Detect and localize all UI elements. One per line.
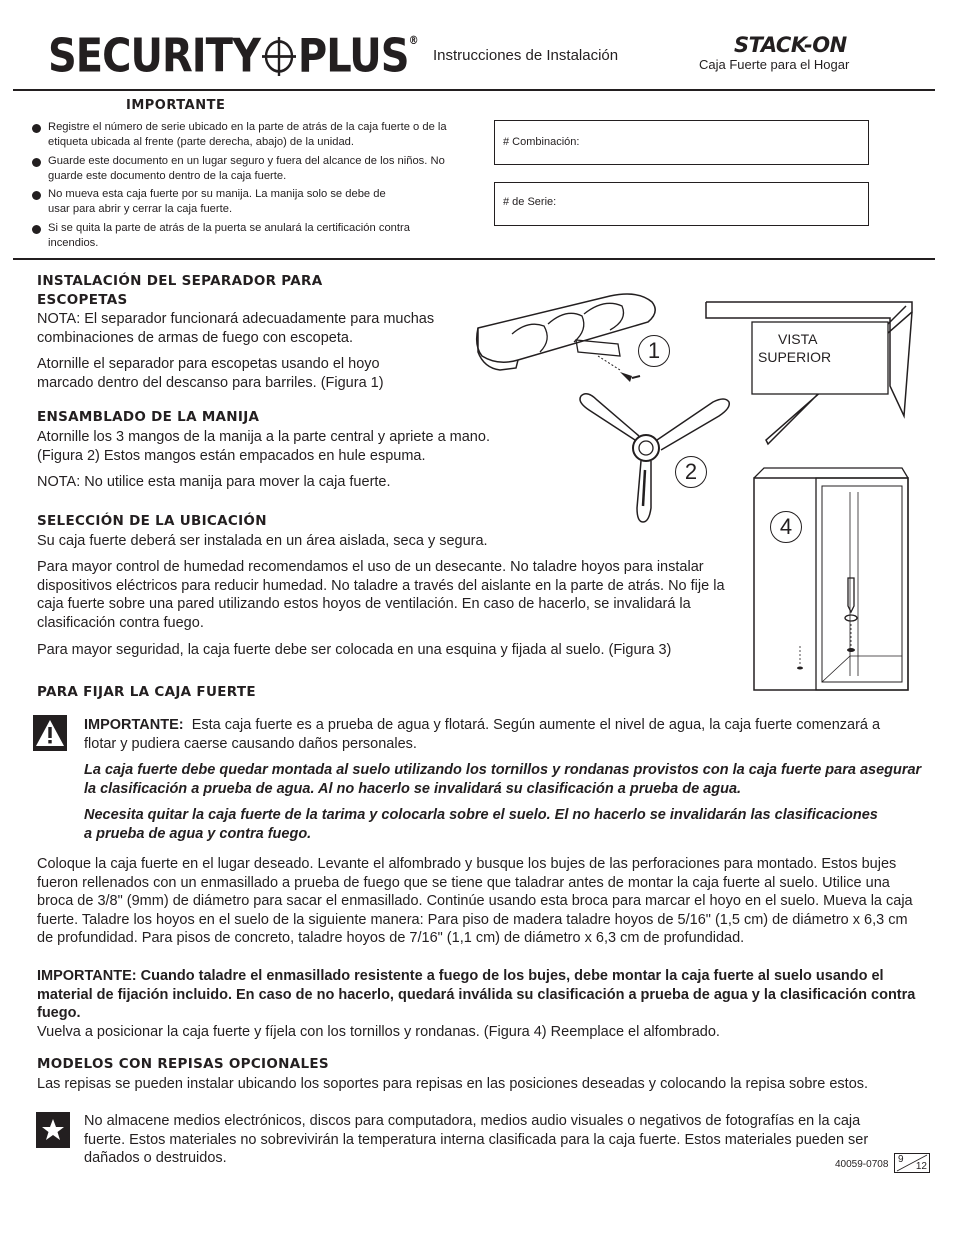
location-p2: Para mayor control de humedad recomendamos el uso de un desecante. No taladre hoyos para instalar dispositivos eléctricos para reducir humedad. No taladre a través del aislante en la parte de atrás. No fije la caja fuerte sobre una pared utilizando estos hoyos de ventilación. En caso de hacerlo, se invalidará la clasificación contra fuego. — [37, 559, 725, 631]
brand-name-2: PLUS — [297, 30, 409, 83]
location-p3: Para mayor seguridad, la caja fuerte debe ser colocada en una esquina y fijada al suelo. (Figura 3) — [37, 642, 672, 658]
serial-field[interactable] — [494, 182, 869, 226]
header-divider — [13, 89, 935, 91]
fix-safe-heading: PARA FIJAR LA CAJA FUERTE — [37, 684, 256, 700]
shelves-heading: MODELOS CON REPISAS OPCIONALES — [37, 1056, 329, 1072]
important-item-text: Registre el número de serie ubicado en la parte de atrás de la caja fuerte o de la etiqueta ubicada al frente (parte derecha, abajo) de la unidad. — [48, 121, 447, 148]
handle-note: NOTA: No utilice esta manija para mover la caja fuerte. — [37, 474, 391, 490]
document-code: 40059-0708 — [835, 1159, 889, 1170]
important-item — [32, 120, 480, 150]
important-item — [32, 187, 388, 217]
fix-pallet-warning: Necesita quitar la caja fuerte de la tarima y colocarla sobre el suelo. El no hacerlo se invalidarán las clasificaciones a prueba de agua y contra fuego. — [84, 807, 878, 842]
figure-1-label: 1 — [638, 335, 670, 367]
media-note: No almacene medios electrónicos, discos para computadora, medios audio visuales o negativos de fotografías en la caja fuerte. Estos materiales no sobrevivirán la temperatura interna clasificada para la caja fuerte. Estos materiales pueden ser dañados o destruidos. — [84, 1113, 869, 1167]
fix-important-bold: IMPORTANTE: Cuando taladre el enmasillado resistente a fuego de los bujes, debe montar la caja fuerte al suelo usando el material de fijación incluido. En caso de no hacerlo, quedará inválida su clasificación a prueba de agua y la clasificación contra fuego. — [37, 968, 916, 1022]
page-total: 12 — [915, 1161, 927, 1172]
safe-floor-mount-figure — [752, 466, 912, 692]
important-item — [32, 154, 468, 184]
document-subtitle: Caja Fuerte para el Hogar — [699, 57, 850, 72]
brand-name: SECURITY — [48, 30, 260, 83]
fix-reposition: Vuelva a posicionar la caja fuerte y fíjela con los tornillos y rondanas. (Figura 4) Reemplace el alfombrado. — [37, 1024, 720, 1040]
location-p1: Su caja fuerte deberá ser instalada en un área aislada, seca y segura. — [37, 533, 488, 549]
crosshair-icon — [262, 37, 296, 76]
shelves-instructions: Las repisas se pueden instalar ubicando los soportes para repisas en las posiciones deseadas y colocando la repisa sobre estos. — [37, 1076, 869, 1092]
fix-instructions: Coloque la caja fuerte en el lugar deseado. Levante el alfombrado y busque los bujes de las perforaciones para montado. Estos bujes fueron rellenados con un enmasillado a prueba de fuego que se tiene que taladrar antes de montar la caja fuerte al suelo. Utilice una broca de 3/8" (9mm) de diámetro para sacar el enmasillado. Continúe usando esta broca para marcar el hoyo en el suelo. Mueva la caja fuerte. Taladre los hoyos en el suelo de la siguiente manera: Para piso de madera taladre hoyos de 5/16" (1,5 cm) de diámetro x 6,3 cm de profundidad. Para pisos de concreto, taladre hoyos de 7/16" (1,1 cm) de diámetro x 6,3 cm de profundidad. — [37, 856, 913, 947]
shotgun-instructions: Atornille el separador para escopetas usando el hoyo marcado dentro del descanso para barriles. (Figura 1) — [37, 356, 384, 391]
location-heading: SELECCIÓN DE LA UBICACIÓN — [37, 513, 267, 529]
serial-label: # de Serie: — [503, 196, 557, 208]
fix-important-text: Esta caja fuerte es a prueba de agua y flotará. Según aumente el nivel de agua, la caja fuerte comenzará a flotar y pudiera caerse causando daños personales. — [84, 717, 881, 752]
top-view-label-1: VISTA — [778, 331, 818, 347]
important-item-text: Guarde este documento en un lugar seguro y fuera del alcance de los niños. No guarde este documento dentro de la caja fuerte. — [48, 155, 445, 182]
shotgun-separator-figure — [470, 290, 670, 390]
combination-label: # Combinación: — [503, 136, 580, 148]
fix-mount-warning: La caja fuerte debe quedar montada al suelo utilizando los tornillos y rondanas provistos con la caja fuerte para asegurar la clasificación a prueba de agua. Al no hacerlo se invalidará su clasificación a prueba de agua. — [84, 762, 922, 797]
warning-icon — [33, 715, 67, 751]
handle-instructions: Atornille los 3 mangos de la manija a la parte central y apriete a mano. (Figura 2) Estos mangos están empacados en hule espuma. — [37, 429, 490, 464]
fix-important — [84, 716, 904, 753]
important-item — [32, 221, 428, 251]
document-title: Instrucciones de Instalación — [433, 47, 619, 64]
registered-mark: ® — [408, 34, 418, 48]
star-icon — [36, 1112, 70, 1148]
important-item-text: No mueva esta caja fuerte por su manija. La manija solo se debe de usar para abrir y cerrar la caja fuerte. — [48, 188, 386, 215]
security-plus-logo — [48, 30, 418, 83]
shotgun-note: NOTA: El separador funcionará adecuadamente para muchas combinaciones de armas de fuego con escopeta. — [37, 311, 435, 346]
top-view-figure — [700, 296, 920, 446]
top-view-label-2: SUPERIOR — [758, 349, 832, 365]
page-indicator — [894, 1153, 930, 1173]
handle-heading: ENSAMBLADO DE LA MANIJA — [37, 409, 260, 425]
page-number: 9 — [898, 1154, 904, 1165]
fix-important-label: IMPORTANTE: — [84, 717, 184, 733]
section-divider — [13, 258, 935, 260]
important-item-text: Si se quita la parte de atrás de la puerta se anulará la certificación contra incendios. — [48, 222, 410, 249]
important-heading: IMPORTANTE — [126, 98, 226, 113]
shotgun-heading: INSTALACIÓN DEL SEPARADOR PARA ESCOPETAS — [37, 273, 323, 308]
figure-2-label: 2 — [675, 456, 707, 488]
stack-on-logo: STACK-ON — [734, 33, 847, 57]
figure-4-label: 4 — [770, 511, 802, 543]
combination-field[interactable] — [494, 120, 869, 165]
